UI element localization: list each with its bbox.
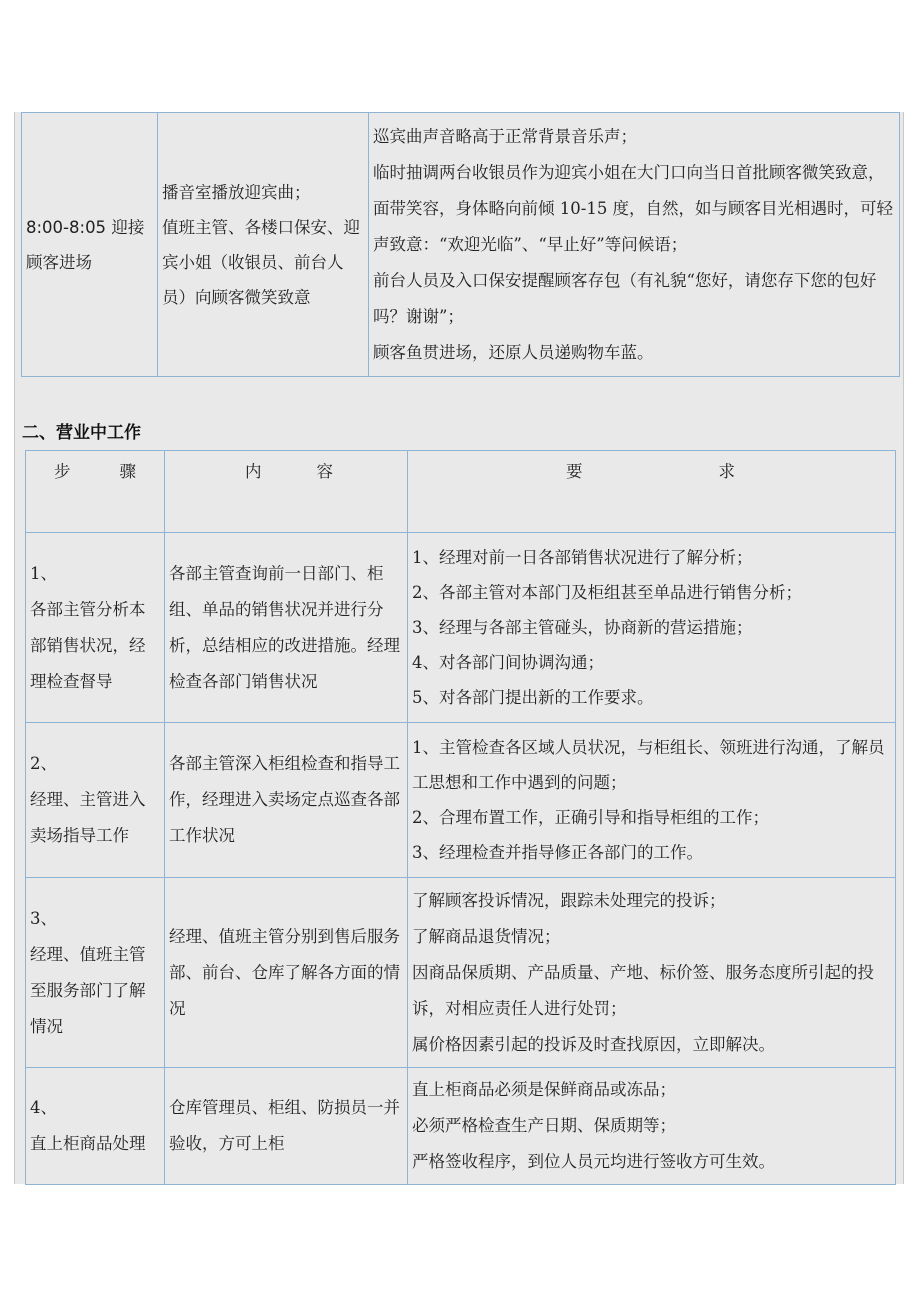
content-text: 经理、值班主管分别到售后服务部、前台、仓库了解各方面的情况 <box>169 926 400 1018</box>
time-range: 8:00-8:05 <box>26 217 107 237</box>
step-cell <box>26 723 165 878</box>
section-title: 二、营业中工作 <box>22 423 141 443</box>
step-text: 各部主管分析本部销售状况，经理检查督导 <box>30 599 146 691</box>
table-row <box>26 533 896 723</box>
content-line: 播音室播放迎宾曲； <box>162 182 311 202</box>
table-header-row <box>26 451 896 533</box>
requirement-line: 顾客鱼贯进场，还原人员递购物车蓝。 <box>373 342 654 362</box>
content-text: 仓库管理员、柜组、防损员一并验收，方可上柜 <box>169 1098 400 1153</box>
opening-procedure-table <box>21 112 900 377</box>
content-cell <box>165 878 408 1068</box>
step-text: 经理、主管进入卖场指导工作 <box>30 790 146 845</box>
requirement-cell: 直上柜商品必须是保鲜商品或冻品； 必须严格检查生产日期、保质期等； 严格签收程序，到位人员元均进行签收方可生效。 <box>408 1068 896 1185</box>
table-row <box>22 113 900 377</box>
content-line: 值班主管、各楼口保安、迎宾小姐（收银员、前台人员）向顾客微笑致意 <box>162 217 360 307</box>
header-content: 内 容 <box>165 451 408 533</box>
header-step: 步 骤 <box>26 451 165 533</box>
requirement-cell: 1、经理对前一日各部销售状况进行了解分析； 2、各部主管对本部门及柜组甚至单品进行销售分析； 3、经理与各部主管碰头，协商新的营运措施； 4、对各部门间协调沟通； 5、对各部门提出新的工作要求。 <box>408 533 896 723</box>
step-number: 1、 <box>30 563 57 583</box>
table-row <box>26 878 896 1068</box>
requirement-line: 临时抽调两台收银员作为迎宾小姐在大门口向当日首批顾客微笑致意，面带笑容，身体略向前倾 10-15 度，自然，如与顾客目光相遇时，可轻声致意：“欢迎光临”、“早止好”等问候语； <box>373 162 894 254</box>
step-text: 经理、值班主管至服务部门了解情况 <box>30 944 146 1036</box>
content-cell <box>158 113 369 377</box>
step-text: 直上柜商品处理 <box>30 1134 146 1153</box>
step-cell <box>26 533 165 723</box>
in-business-work-table <box>25 450 896 1185</box>
header-requirement: 要 求 <box>408 451 896 533</box>
left-border-line <box>14 112 15 1184</box>
content-text: 各部主管查询前一日部门、柜组、单品的销售状况并进行分析，总结相应的改进措施。经理检查各部门销售状况 <box>169 563 400 691</box>
requirement-cell: 1、主管检查各区域人员状况，与柜组长、领班进行沟通，了解员工思想和工作中遇到的问题； 2、合理布置工作，正确引导和指导柜组的工作； 3、经理检查并指导修正各部门的工作。 <box>408 723 896 878</box>
step-number: 4、 <box>30 1098 57 1117</box>
requirement-cell: 了解顾客投诉情况，跟踪未处理完的投诉； 了解商品退货情况； 因商品保质期、产品质量、产地、标价签、服务态度所引起的投诉，对相应责任人进行处罚； 属价格因素引起的投诉及时查找原因，立即解决。 <box>408 878 896 1068</box>
step-cell <box>26 1068 165 1185</box>
table-row <box>26 1068 896 1185</box>
requirement-line: 巡宾曲声音略高于正常背景音乐声； <box>373 126 637 146</box>
content-cell <box>165 1068 408 1185</box>
step-cell <box>22 113 158 377</box>
content-text: 各部主管深入柜组检查和指导工作，经理进入卖场定点巡查各部工作状况 <box>169 754 400 845</box>
requirement-cell <box>369 113 900 377</box>
content-cell <box>165 723 408 878</box>
right-border-line <box>903 112 904 1184</box>
step-number: 2、 <box>30 754 57 773</box>
step-label: 迎接顾客进场 <box>26 217 145 272</box>
step-cell <box>26 878 165 1068</box>
table-row <box>26 723 896 878</box>
step-number: 3、 <box>30 908 57 928</box>
content-cell <box>165 533 408 723</box>
requirement-line: 前台人员及入口保安提醒顾客存包（有礼貌“您好，请您存下您的包好吗？谢谢”； <box>373 270 877 326</box>
